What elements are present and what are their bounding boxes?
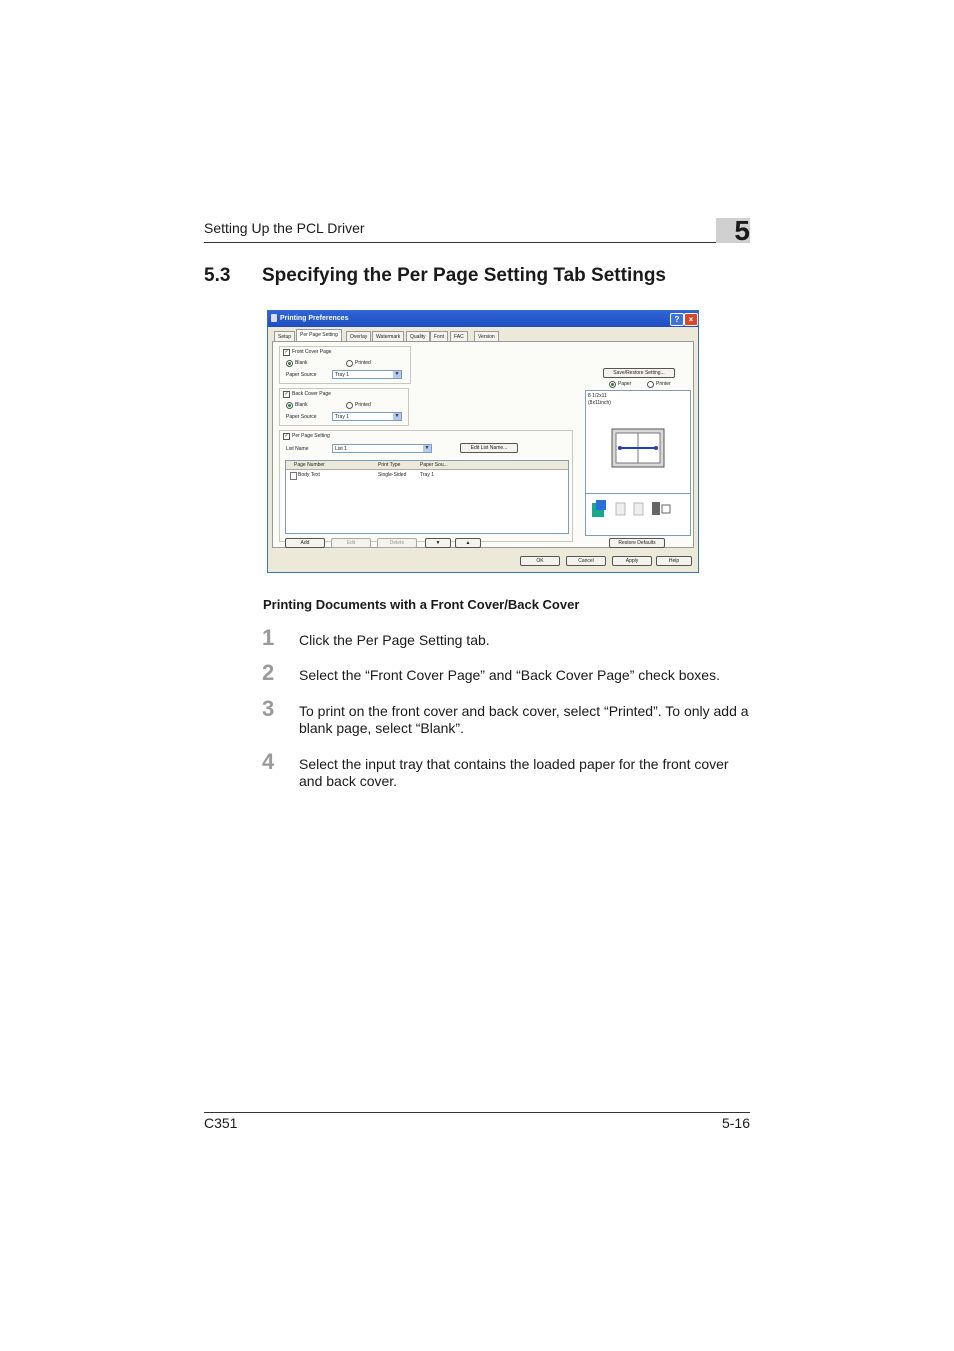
close-title-button[interactable]: × [684,313,698,326]
front-blank-label: Blank [295,360,308,366]
edit-list-name-button[interactable]: Edit List Name... [460,443,518,453]
front-cover-label: Front Cover Page [292,349,332,355]
tab-watermark[interactable]: Watermark [372,331,404,343]
tab-font[interactable]: Font [430,331,448,343]
step-number-1: 1 [262,625,275,650]
tab-setup[interactable]: Setup [274,331,295,343]
procedure-subheading: Printing Documents with a Front Cover/Back Cover [263,597,580,612]
paper-size-line1: 8 1/2x11 [588,393,607,399]
column-print-type: Print Type [378,462,401,468]
view-printer-label: Printer [656,381,671,387]
back-printed-radio[interactable] [346,402,353,409]
step-number-2: 2 [262,660,275,685]
back-blank-label: Blank [295,402,308,408]
step-number-4: 4 [262,749,275,774]
back-printed-label: Printed [355,402,371,408]
front-printed-radio[interactable] [346,360,353,367]
front-printed-label: Printed [355,360,371,366]
per-page-checkbox[interactable]: ✓ [284,433,289,439]
step-text-3: To print on the front cover and back cover, select “Printed”. To only add a blank page, select “Blank”. [299,703,749,736]
back-paper-source-select[interactable] [332,412,402,421]
step-number-3: 3 [262,696,275,721]
tab-per-page-setting[interactable]: Per Page Setting [296,329,342,342]
table-row[interactable] [288,471,568,479]
edit-button[interactable]: Edit [331,538,371,548]
step-text-4: Select the input tray that contains the loaded paper for the front cover and back cover. [299,756,729,789]
header-rule [204,242,750,243]
restore-defaults-button[interactable]: Restore Defaults [609,538,665,548]
chapter-number: 5 [734,215,750,246]
tab-version[interactable]: Version [474,331,499,343]
view-paper-label: Paper [618,381,632,387]
view-paper-radio[interactable] [609,381,616,388]
printer-icon [271,314,277,322]
tab-quality[interactable]: Quality [406,331,430,343]
preview-area [585,368,693,538]
window-titlebar [268,311,698,327]
back-paper-source-label: Paper Source [286,414,317,420]
ok-button[interactable]: OK [520,556,560,566]
back-blank-radio[interactable] [286,402,293,409]
move-down-button[interactable]: ▼ [425,538,451,548]
front-blank-radio[interactable] [286,360,293,367]
section-title: Specifying the Per Page Setting Tab Settings [262,265,667,286]
chevron-down-icon: ▼ [394,413,400,419]
preview-box [585,390,691,536]
step-text-2: Select the “Front Cover Page” and “Back Cover Page” check boxes. [299,667,720,683]
printing-preferences-screenshot [267,310,699,573]
booklet-preview-icon [610,427,666,469]
back-cover-label: Back Cover Page [292,391,331,397]
row-paper-source: Tray 1 [420,472,434,478]
column-paper-source: Paper Sou... [420,462,448,468]
preview-divider [586,493,690,494]
back-cover-checkbox[interactable]: ✓ [284,391,289,397]
chevron-down-icon: ▼ [424,445,430,451]
footer-model: C351 [204,1115,238,1131]
running-header-title: Setting Up the PCL Driver [204,220,365,236]
back-paper-source-value: Tray 1 [335,414,349,420]
row-print-type: Single-Sided [378,472,407,478]
tab-panel [272,341,694,548]
page-list[interactable] [285,460,569,534]
front-paper-source-value: Tray 1 [335,372,349,378]
chevron-down-icon: ▼ [394,371,400,377]
footer-page-number: 5-16 [721,1115,750,1131]
delete-button[interactable]: Delete [377,538,417,548]
row-page: Body Text [298,472,320,478]
tab-fac[interactable]: FAC [450,331,468,343]
cancel-button[interactable]: Cancel [566,556,606,566]
footer-rule [204,1112,750,1113]
paper-size-line2: (8x11inch) [588,400,611,406]
list-name-label: List Name [286,446,309,452]
list-name-value: List 1 [335,446,347,452]
back-cover-group [279,388,409,426]
list-header [286,461,568,470]
section-number: 5.3 [204,265,231,286]
add-button[interactable]: Add [285,538,325,548]
list-name-select[interactable] [332,444,432,453]
view-printer-radio[interactable] [647,381,654,388]
save-restore-button[interactable]: Save/Restore Setting... [603,368,675,378]
help-title-button[interactable]: ? [670,313,684,326]
window-title: Printing Preferences [280,315,349,322]
column-page-number: Page Number [294,462,325,468]
apply-button[interactable]: Apply [612,556,652,566]
page-icon [290,472,297,480]
step-text-1: Click the Per Page Setting tab. [299,632,490,648]
front-cover-group [279,346,411,384]
front-paper-source-label: Paper Source [286,372,317,378]
move-up-button[interactable]: ▲ [455,538,481,548]
front-cover-checkbox[interactable]: ✓ [284,349,289,355]
help-button[interactable]: Help [656,556,692,566]
front-paper-source-select[interactable] [332,370,402,379]
per-page-label: Per Page Setting [292,433,330,439]
tab-overlay[interactable]: Overlay [346,331,371,343]
printer-status-icons [590,499,686,519]
